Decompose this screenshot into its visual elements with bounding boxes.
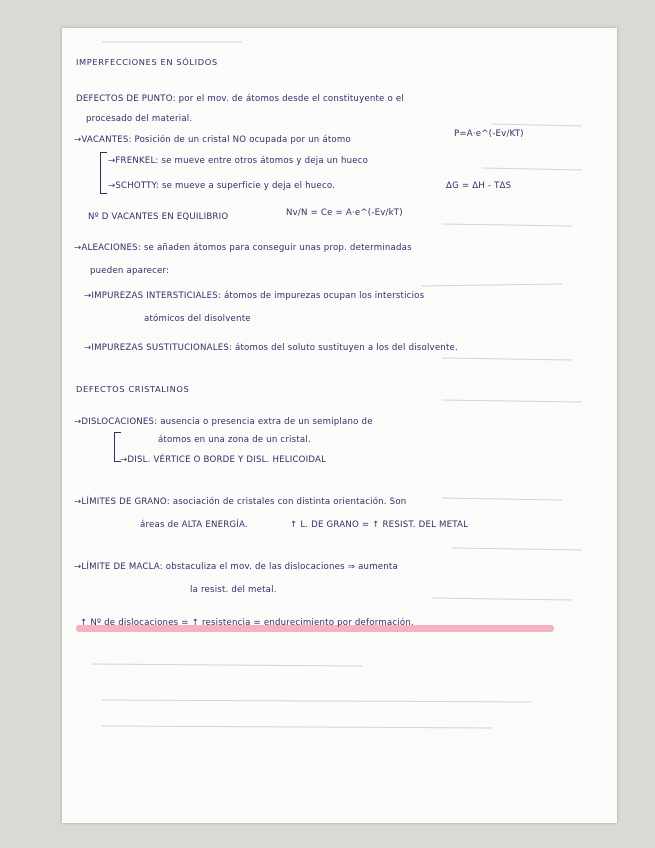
schotty-text: →SCHOTTY: se mueve a superficie y deja el hueco. — [108, 181, 336, 191]
crystal-defects-title: DEFECTOS CRISTALINOS — [76, 384, 190, 394]
vacancies-brace — [100, 152, 107, 194]
interstitial-line2: atómicos del disolvente — [144, 314, 251, 324]
grain-boundaries-line2: áreas de ALTA ENERGÍA. — [140, 520, 248, 530]
vacancies-text: →VACANTES: Posición de un cristal NO ocupada por un átomo — [74, 135, 351, 145]
gibbs-formula: ΔG = ΔH - TΔS — [446, 181, 512, 191]
notebook-page — [62, 28, 617, 823]
dislocations-line2: átomos en una zona de un cristal. — [158, 435, 311, 445]
vacancies-formula: P=A·e^(-Ev/KT) — [454, 129, 524, 139]
dislocations-line1: →DISLOCACIONES: ausencia o presencia extra de un semiplano de — [74, 417, 373, 427]
substitutional-line: →IMPUREZAS SUSTITUCIONALES: átomos del soluto sustituyen a los del disolvente. — [84, 343, 458, 353]
summary-line: ↑ Nº de dislocaciones = ↑ resistencia = endurecimiento por deformación. — [80, 618, 414, 628]
grain-boundaries-line1: →LÍMITES DE GRANO: asociación de cristales con distinta orientación. Son — [74, 497, 407, 507]
point-defects-line1: DEFECTOS DE PUNTO: por el mov. de átomos desde el constituyente o el — [76, 94, 404, 104]
dislocations-line3: →DISL. VÉRTICE O BORDE Y DISL. HELICOIDAL — [120, 455, 327, 465]
alloys-line2: pueden aparecer: — [90, 266, 170, 276]
macla-line1: →LÍMITE DE MACLA: obstaculiza el mov. de las dislocaciones ⇒ aumenta — [74, 562, 398, 572]
macla-line2: la resist. del metal. — [190, 585, 277, 595]
grain-relation: ↑ L. DE GRANO = ↑ RESIST. DEL METAL — [290, 520, 469, 530]
point-defects-line2: procesado del material. — [86, 114, 193, 124]
interstitial-line1: →IMPUREZAS INTERSTICIALES: átomos de impurezas ocupan los intersticios — [84, 291, 425, 301]
frenkel-text: →FRENKEL: se mueve entre otros átomos y deja un hueco — [108, 156, 369, 166]
equilibrium-label: Nº D VACANTES EN EQUILIBRIO — [88, 212, 229, 222]
page-title: IMPERFECCIONES EN SÓLIDOS — [76, 57, 218, 67]
equilibrium-formula: Nv/N = Ce = A·e^(-Ev/kT) — [286, 208, 403, 218]
alloys-line1: →ALEACIONES: se añaden átomos para conseguir unas prop. determinadas — [74, 243, 412, 253]
